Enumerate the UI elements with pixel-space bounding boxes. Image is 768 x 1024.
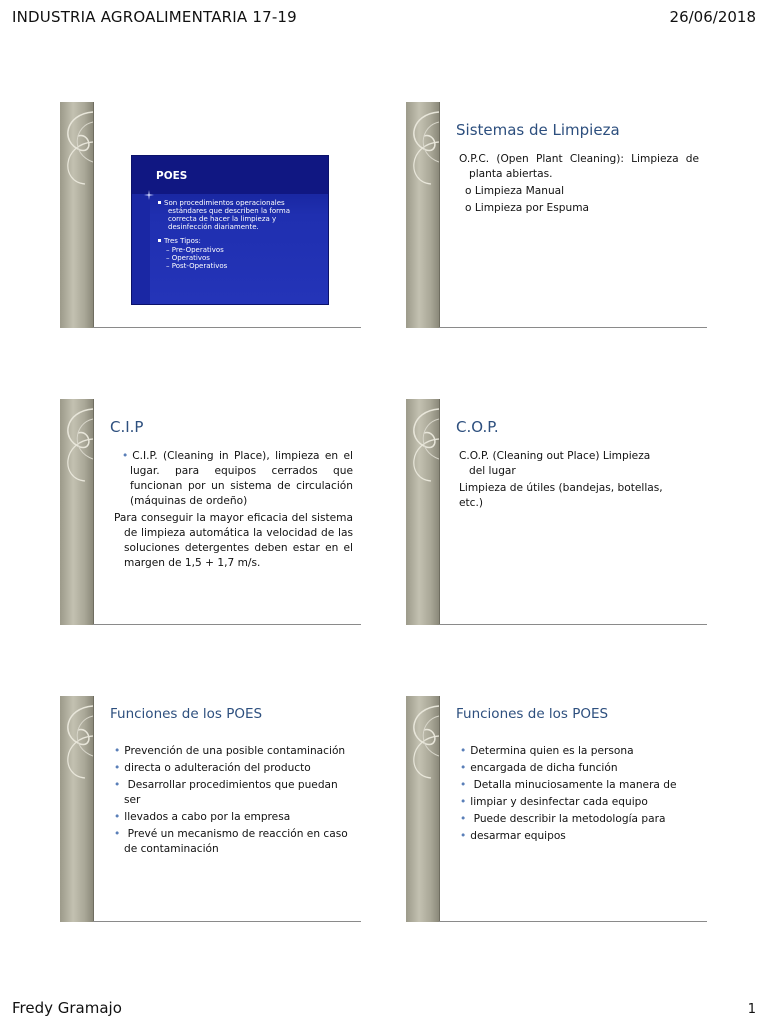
slide-title: Funciones de los POES: [456, 706, 609, 722]
swirl-decoration-icon: [406, 399, 439, 625]
function-item: Prevención de una posible contaminación: [124, 745, 346, 757]
function-item: directa o adulteración del producto: [124, 762, 311, 774]
bullet-icon: •: [114, 745, 121, 757]
slide-side-bar: [406, 399, 440, 625]
bullet-icon: •: [460, 745, 467, 757]
bullet-icon: •: [460, 796, 467, 808]
bullet-icon: •: [122, 450, 129, 462]
bullet-icon: •: [460, 830, 467, 842]
slide-funciones-poes-1: [60, 696, 361, 922]
poes-subtype: – Pre-Operativos: [166, 246, 224, 254]
slide-side-bar: [60, 696, 94, 922]
function-item: Determina quien es la persona: [470, 745, 634, 757]
function-item: encargada de dicha función: [470, 762, 618, 774]
slide-side-bar: [406, 696, 440, 922]
square-bullet-icon: [158, 201, 161, 204]
opc-definition: O.P.C. (Open Plant Cleaning): Limpieza de planta abiertas.: [459, 153, 699, 180]
bullet-icon: •: [460, 813, 467, 825]
swirl-decoration-icon: [406, 696, 439, 922]
poes-slide-title: POES: [156, 170, 188, 182]
bullet-icon: •: [114, 762, 121, 774]
bullet-icon: •: [460, 762, 467, 774]
slide-side-bar: [406, 102, 440, 328]
document-header-title: INDUSTRIA AGROALIMENTARIA 17-19: [12, 8, 297, 26]
slide-title: C.I.P: [110, 418, 144, 436]
cop-definition: C.O.P. (Cleaning out Place) Limpieza del lugar: [459, 450, 651, 477]
sparkle-icon: [144, 190, 154, 200]
swirl-decoration-icon: [406, 102, 439, 328]
bullet-icon: •: [460, 779, 467, 791]
slide-title: Funciones de los POES: [110, 706, 263, 722]
swirl-decoration-icon: [60, 696, 93, 922]
slide-side-bar: [60, 399, 94, 625]
function-item: Prevé un mecanismo de reacción en caso de contaminación: [124, 828, 348, 855]
slide-title: Sistemas de Limpieza: [456, 121, 620, 139]
function-item: llevados a cabo por la empresa: [124, 811, 291, 823]
poes-blue-slide: [131, 155, 329, 305]
poes-bullet-definition: Son procedimientos operacionales estándares que describen la forma correcta de hacer la limpieza y desinfección diariamente.: [164, 199, 291, 231]
page-number: 1: [747, 1002, 756, 1017]
poes-subtype: – Post-Operativos: [166, 262, 228, 270]
cleaning-method-item: o Limpieza por Espuma: [465, 202, 590, 214]
cop-examples: Limpieza de útiles (bandejas, botellas, etc.): [459, 482, 663, 509]
document-footer-author: Fredy Gramajo: [12, 999, 122, 1017]
bullet-icon: •: [114, 779, 121, 791]
poes-bullet-types: Tres Tipos:: [164, 237, 201, 245]
cip-efficiency-note: Para conseguir la mayor eficacia del sistema de limpieza automática la velocidad de las soluciones detergentes deben estar en el margen de 1,5 + 1,7 m/s.: [114, 512, 353, 569]
cleaning-method-item: o Limpieza Manual: [465, 185, 565, 197]
function-item: desarmar equipos: [470, 830, 566, 842]
document-header-date: 26/06/2018: [669, 8, 756, 26]
slide-poes: [60, 102, 361, 328]
bullet-icon: •: [114, 811, 121, 823]
square-bullet-icon: [158, 239, 161, 242]
function-item: Detalla minuciosamente la manera de: [470, 779, 677, 791]
cip-definition: C.I.P. (Cleaning in Place), limpieza en el lugar. para equipos cerrados que funcionan por un sistema de circulación (máquinas de ordeño): [130, 450, 353, 507]
slide-side-bar: [60, 102, 94, 328]
poes-subtype: – Operativos: [166, 254, 210, 262]
function-item: Desarrollar procedimientos que puedan ser: [124, 779, 338, 806]
function-item: Puede describir la metodología para: [470, 813, 666, 825]
slide-title: C.O.P.: [456, 418, 499, 436]
slide-cip: [60, 399, 361, 625]
slide-sistemas-limpieza: [406, 102, 707, 328]
slide-funciones-poes-2: [406, 696, 707, 922]
slide-cop: [406, 399, 707, 625]
swirl-decoration-icon: [60, 399, 93, 625]
swirl-decoration-icon: [60, 102, 93, 328]
bullet-icon: •: [114, 828, 121, 840]
function-item: limpiar y desinfectar cada equipo: [470, 796, 648, 808]
